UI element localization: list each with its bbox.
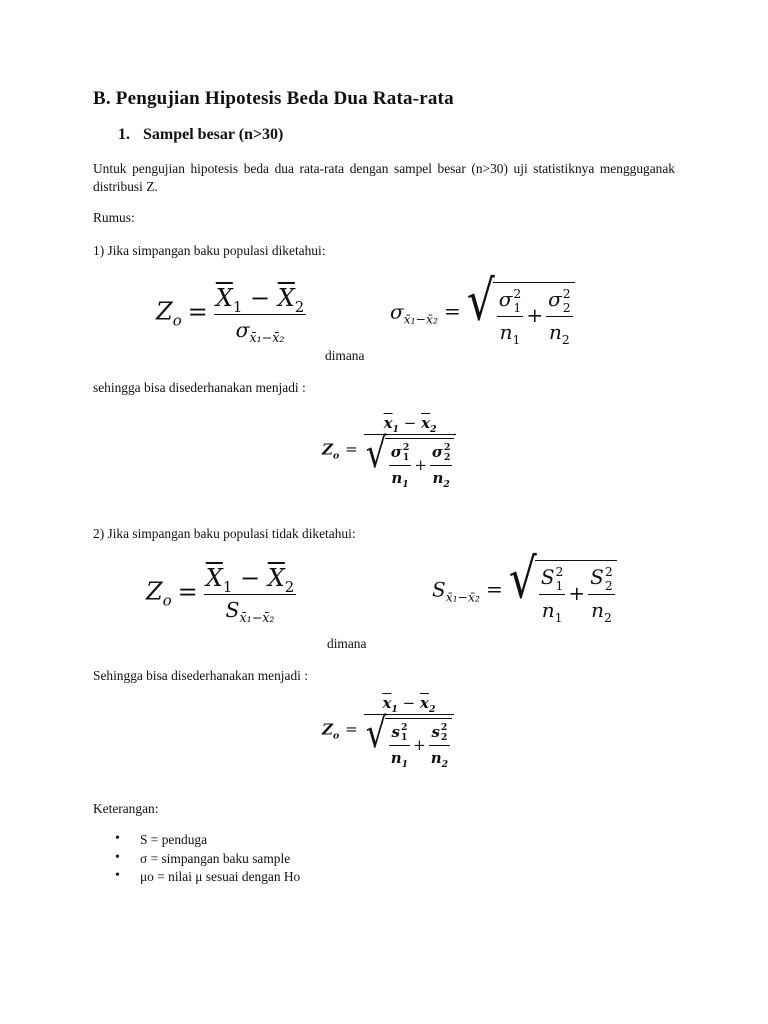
formula-s-diff: $S_{x̄_1-x̄_2}$ = √ S 2 1 $n_1$ + S 2 2 $n_2$ [432, 560, 617, 622]
dimana-label-1: dimana [325, 348, 365, 363]
list-item: • S = penduga [93, 832, 300, 851]
dimana-label-2: dimana [327, 636, 367, 651]
case2-label: 2) Jika simpangan baku populasi tidak diketahui: [93, 526, 356, 541]
list-item: • μo = nilai μ sesuai dengan Ho [93, 869, 300, 888]
intro-paragraph: Untuk pengujian hipotesis beda dua rata-rata dengan sampel besar (n>30) uji statistiknya mengguganak distribusi Z. [93, 161, 675, 194]
formula-sigma-diff: $\sigma_{x̄_1-x̄_2}$ = √ σ 2 1 $n_1$ + σ 2 2 $n_2$ [390, 282, 575, 344]
subsection-heading [118, 126, 283, 144]
list-item: • σ = simpangan baku sample [93, 851, 300, 870]
keterangan-label: Keterangan: [93, 801, 159, 816]
subsection-title: Sampel besar (n>30) [143, 126, 284, 143]
section-heading: B. Pengujian Hipotesis Beda Dua Rata-rata [93, 88, 454, 109]
notes-list [93, 832, 300, 888]
case2-simplify-label: Sehingga bisa disederhanakan menjadi : [93, 668, 308, 683]
formula-z-simplified-s: $Z_o$ = $\overline{x}_1 - \overline{x}_2$ √ s 2 1 $n_1$ + s 2 2 $n_2$ [322, 694, 454, 767]
formula-z-sigma: $Z_o$ = $\frac{\overline{X}_1 - \overline{X}_2}{\sigma_{x̄_1-x̄_2}}$ [156, 284, 305, 346]
subsection-number: 1. [118, 126, 130, 143]
case1-simplify-label: sehingga bisa disederhanakan menjadi : [93, 380, 306, 395]
formula-z-s: $Z_o$ = $\frac{\overline{X}_1 - \overline{X}_2}{S_{x̄_1-x̄_2}}$ [146, 564, 295, 626]
formula-z-simplified-sigma: $Z_o$ = $\overline{x}_1 - \overline{x}_2$ √ σ 2 1 $n_1$ + σ 2 2 $n_2$ [322, 414, 456, 487]
rumus-label: Rumus: [93, 210, 135, 225]
case1-label: 1) Jika simpangan baku populasi diketahui: [93, 243, 326, 258]
